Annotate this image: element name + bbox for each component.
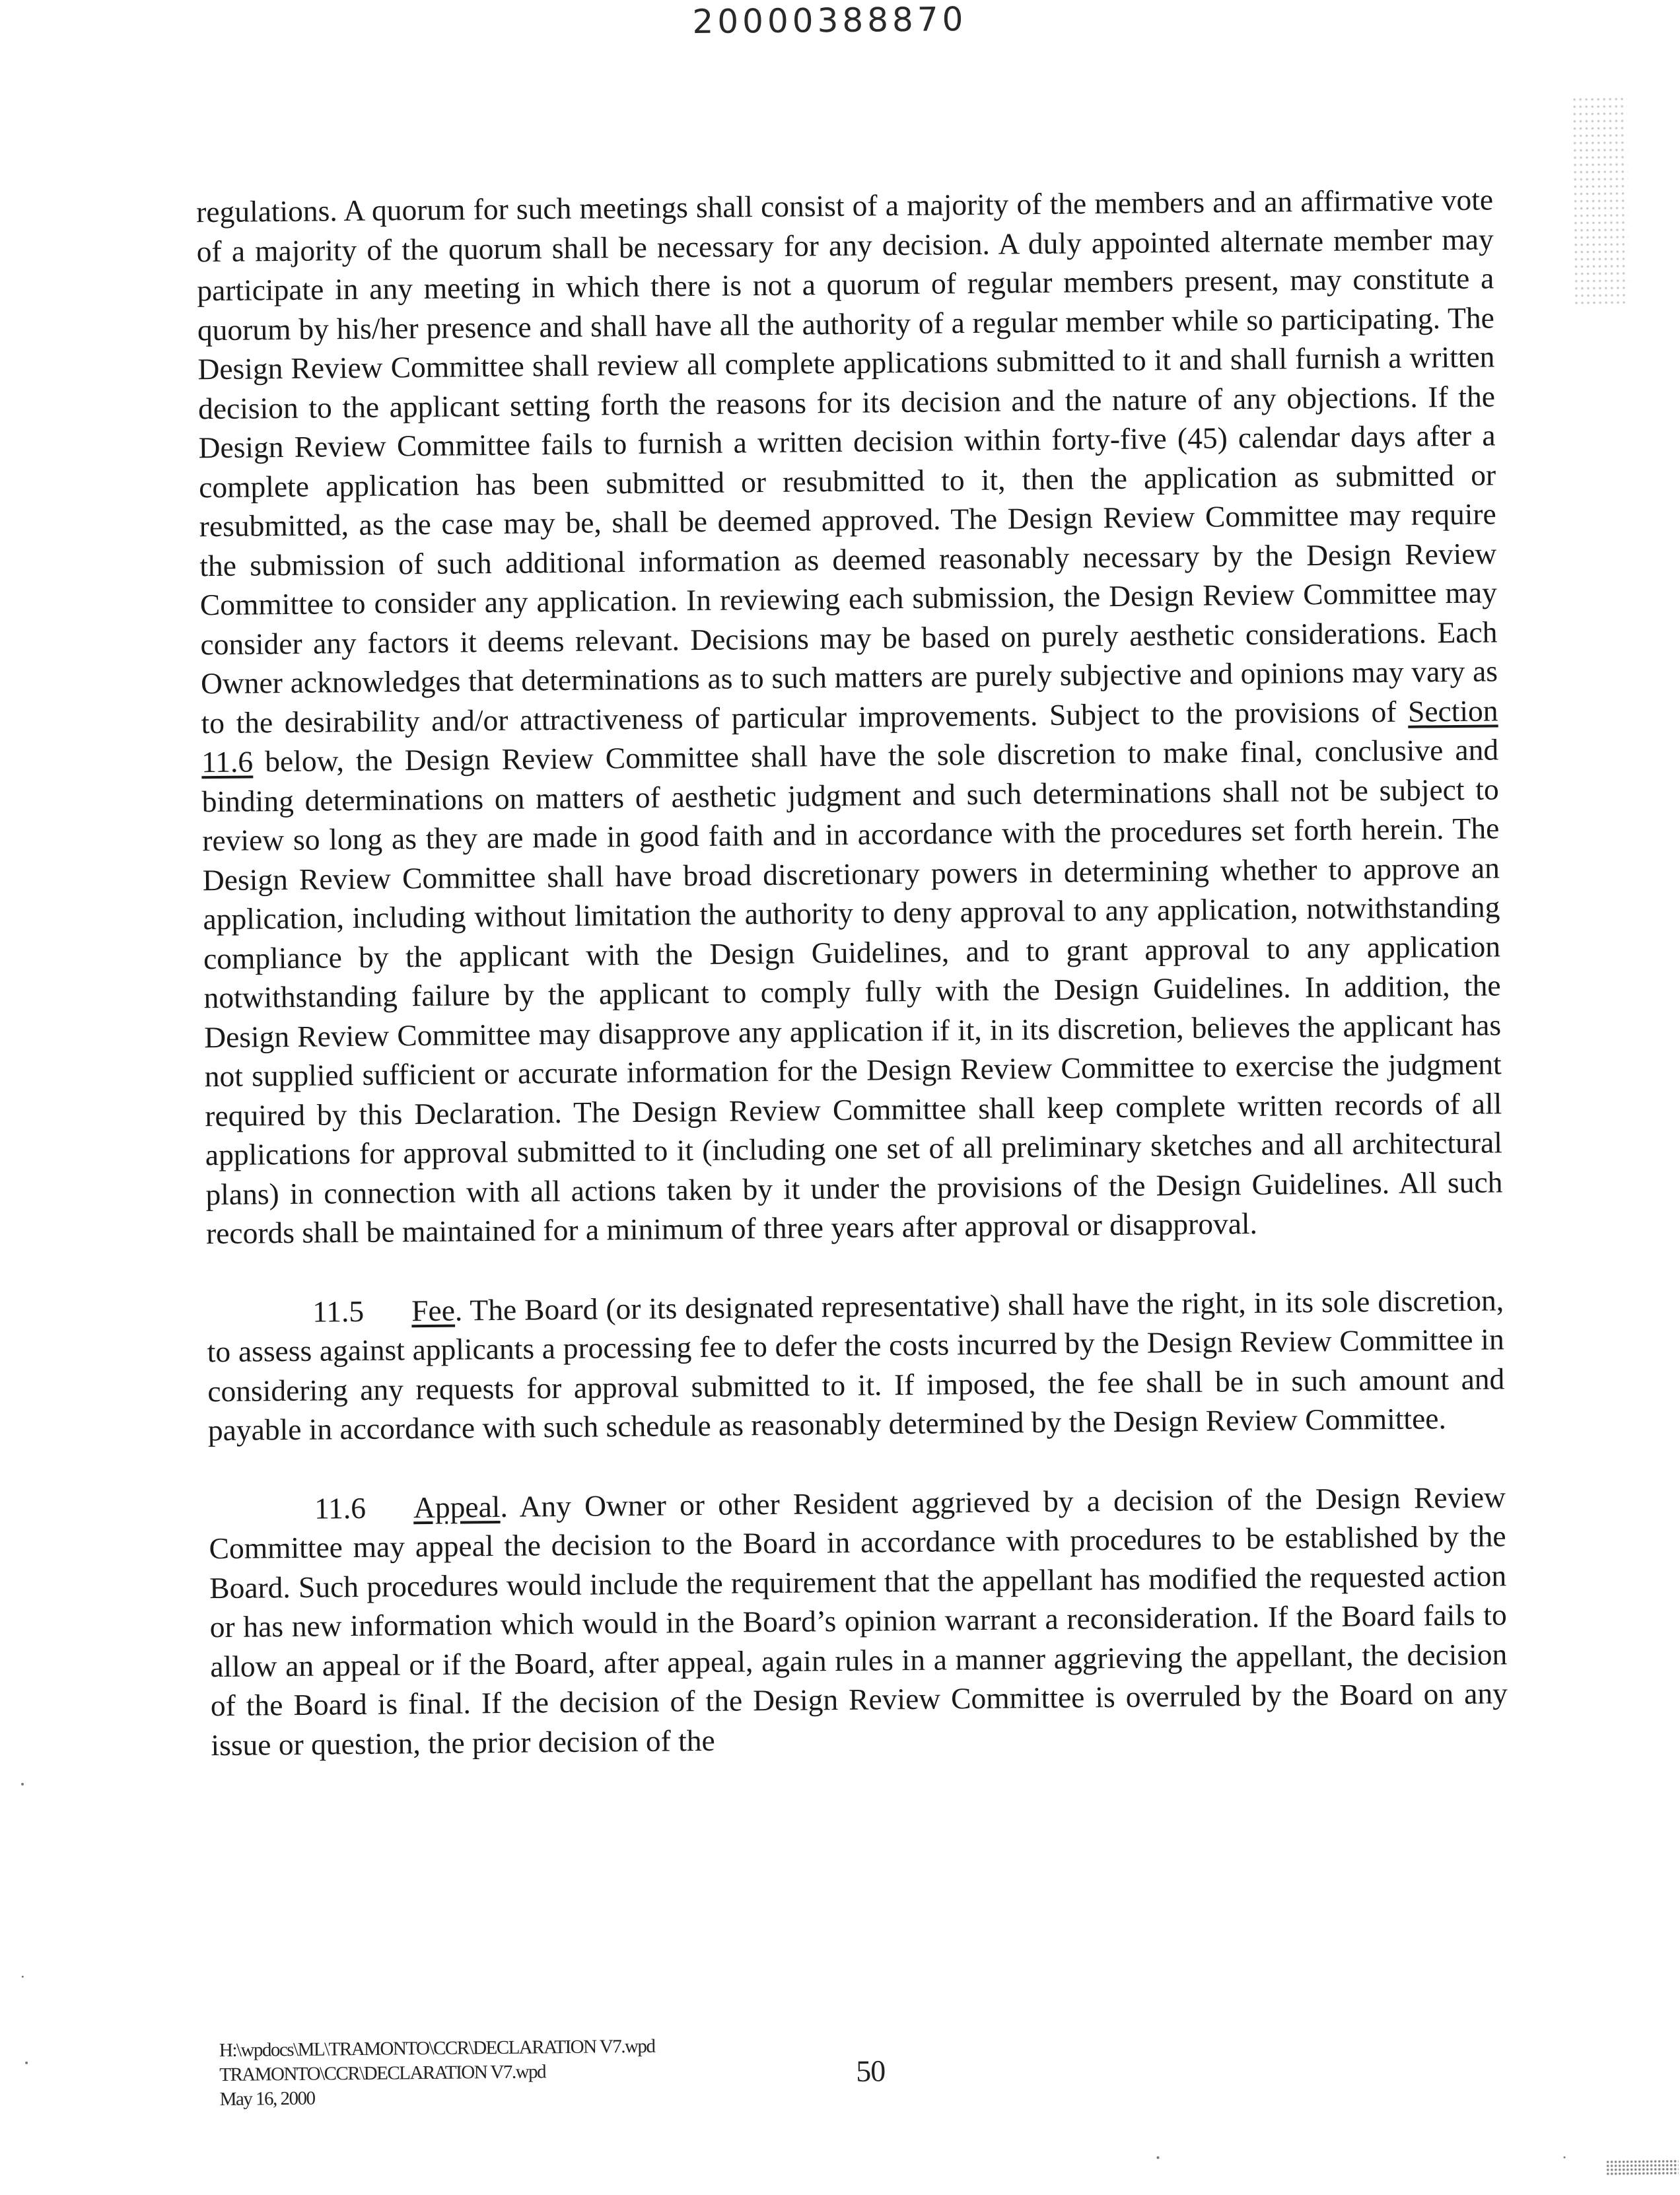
section-reference: Section 11.6 [201,693,1498,779]
page-number: 50 [856,2054,886,2088]
footer-file-info [219,2035,656,2112]
continuation-text: regulations. A quorum for such meetings shall consist of a majority of the members and an affirmative vote of a majority of the quorum shall be necessary for any decision. A duly appointed alternate member may participate in any meeting in which there is not a quorum of regular members present, may constitute a quorum by his/her presence and shall have all the authority of a regular member while so participating. The Design Review Committee shall review all complete applications submitted to it and shall furnish a written decision to the applicant setting forth the reasons for its decision and the nature of any objections. If the Design Review Committee fails to furnish a written decision within forty-five (45) calendar days after a complete application has been submitted or resubmitted to it, then the application as submitted or resubmitted, as the case may be, shall be deemed approved. The Design Review Committee may require the submission of such additional information as deemed reasonably necessary by the Design Review Committee to consider any application. In reviewing each submission, the Design Review Committee may consider any factors it deems relevant. Decisions may be based on purely aesthetic considerations. Each Owner acknowledges that determinations as to such matters are purely subjective and opinions may vary as to the desirability and/or attractiveness of particular improvements. Subject to the provisions of [195,182,1498,740]
section-number: 11.6 [314,1490,367,1525]
body-text [196,180,1508,1804]
continuation-text-rest: below, the Design Review Committee shall have the sole discretion to make final, conclusive and binding determinations on matters of aesthetic judgment and such determinations shall not be subject to review so long as they are made in good faith and in accordance with the procedures set forth herein. The Design Review Committee shall have broad discretionary powers in determining whether to approve an application, including without limitation the authority to deny approval to any application, notwithstanding compliance by the applicant with the Design Guidelines, and to grant approval to any application notwithstanding failure by the applicant to comply fully with the Design Guidelines. In addition, the Design Review Committee may disapprove any application if it, in its discretion, believes the applicant has not supplied sufficient or accurate information for the Design Review Committee to exercise the judgment required by this Declaration. The Design Review Committee shall keep complete written records of all applications for approval submitted to it (including one set of all preliminary sketches and all architectural plans) in connection with all actions taken by it under the provisions of the Design Guidelines. All such records shall be maintained for a minimum of three years after approval or disapproval. [201,732,1503,1251]
section-heading: Appeal [413,1489,501,1524]
scan-speck [22,1976,24,1978]
scan-speck [1157,2156,1160,2159]
section-11-5: 11.5 Fee. The Board (or its designated representative) shall have the right, in its sole discretion, to assess against applicants a processing fee to defer the costs incurred by the Design Review Committee in considering any requests for approval submitted to it. If imposed, the fee shall be in such amount and payable in accordance with such schedule as reasonably determined by the Design Review Committee. [207,1282,1505,1447]
scan-speck [1564,2157,1566,2159]
section-number: 11.5 [312,1294,365,1329]
scan-margin-artifact [1572,95,1629,307]
footer-date: May 16, 2000 [219,2087,315,2110]
scan-corner-artifact [1606,2159,1679,2176]
section-text: Any Owner or other Resident aggrieved by a decision of the Design Review Committee may appeal the decision to the Board in accordance with procedures to be established by the Board. Such procedures would include the requirement that the appellant has modified the requested action or has new information which would in the Board’s opinion warrant a reconsideration. If the Board fails to allow an appeal or if the Board, after appeal, again rules in a manner aggrieving the appellant, the decision of the Board is final. If the decision of the Design Review Committee is overruled by the Board on any issue or question, the prior decision of the [209,1479,1508,1762]
section-heading: Fee [411,1293,456,1327]
footer-path-line-1: H:\wpdocs\ML\TRAMONTO\CCR\DECLARATION V7.wpd [219,2035,655,2062]
footer-path-line-2: TRAMONTO\CCR\DECLARATION V7.wpd [219,2061,546,2086]
section-text: The Board (or its designated representative) shall have the right, in its sole discretion, to assess against applicants a processing fee to defer the costs incurred by the Design Review Committee in considering any requests for approval submitted to it. If imposed, the fee shall be in such amount and payable in accordance with such schedule as reasonably determined by the Design Review Committee. [207,1282,1505,1447]
continuation-paragraph [196,180,1503,1253]
scan-speck [25,2062,28,2064]
document-number: 20000388870 [692,0,967,42]
section-11-6: 11.6 Appeal. Any Owner or other Resident aggrieved by a decision of the Design Review Committee may appeal the decision to the Board in accordance with procedures to be established by the Board. Such procedures would include the requirement that the appellant has modified the requested action or has new information which would in the Board’s opinion warrant a reconsideration. If the Board fails to allow an appeal or if the Board, after appeal, again rules in a manner aggrieving the appellant, the decision of the Board is final. If the decision of the Design Review Committee is overruled by the Board on any issue or question, the prior decision of the [209,1479,1508,1762]
scan-speck [21,1783,24,1786]
